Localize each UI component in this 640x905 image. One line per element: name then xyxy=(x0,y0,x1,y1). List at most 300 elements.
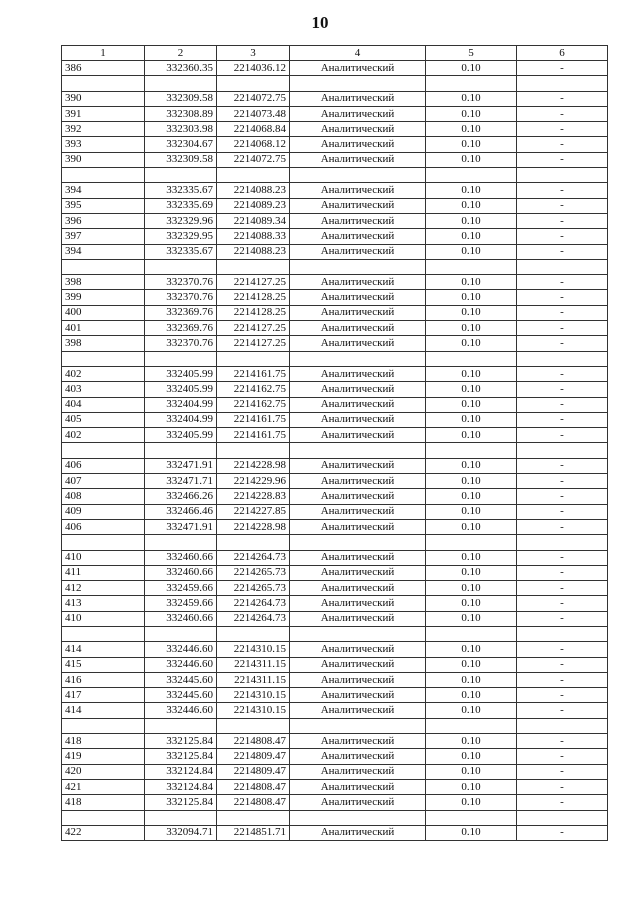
table-cell: - xyxy=(517,749,608,764)
table-cell: 2214310.15 xyxy=(217,703,290,718)
column-header: 5 xyxy=(426,46,517,61)
table-cell: 0.10 xyxy=(426,382,517,397)
table-cell: 2214851.71 xyxy=(217,825,290,840)
table-cell xyxy=(217,259,290,274)
table-cell: Аналитический xyxy=(290,290,426,305)
table-cell: 392 xyxy=(62,122,145,137)
table-cell xyxy=(290,168,426,183)
table-cell xyxy=(517,168,608,183)
table-cell: - xyxy=(517,688,608,703)
table-cell: 418 xyxy=(62,734,145,749)
table-cell: 2214264.73 xyxy=(217,596,290,611)
table-cell: 0.10 xyxy=(426,550,517,565)
table-row xyxy=(62,61,608,76)
table-cell: - xyxy=(517,504,608,519)
table-cell: 419 xyxy=(62,749,145,764)
table-cell xyxy=(145,259,217,274)
table-cell: 332471.71 xyxy=(145,474,217,489)
table-cell: - xyxy=(517,489,608,504)
table-cell: 401 xyxy=(62,321,145,336)
table-cell xyxy=(145,168,217,183)
table-row xyxy=(62,428,608,443)
table-cell: 395 xyxy=(62,198,145,213)
table-cell: - xyxy=(517,244,608,259)
page-number: 10 xyxy=(311,13,329,32)
table-cell: 417 xyxy=(62,688,145,703)
table-cell: - xyxy=(517,137,608,152)
table-row xyxy=(62,336,608,351)
table-cell: 2214128.25 xyxy=(217,305,290,320)
table-cell xyxy=(517,535,608,550)
table-cell: - xyxy=(517,764,608,779)
table-cell: Аналитический xyxy=(290,61,426,76)
table-cell: - xyxy=(517,412,608,427)
table-cell: Аналитический xyxy=(290,106,426,121)
table-cell: 0.10 xyxy=(426,734,517,749)
table-spacer-row xyxy=(62,718,608,733)
table-cell: 0.10 xyxy=(426,290,517,305)
table-row xyxy=(62,91,608,106)
table-cell: - xyxy=(517,397,608,412)
table-row xyxy=(62,229,608,244)
table-cell: 332309.58 xyxy=(145,152,217,167)
table-cell: 0.10 xyxy=(426,672,517,687)
table-cell: 332369.76 xyxy=(145,321,217,336)
table-cell xyxy=(217,443,290,458)
table-cell: 332466.46 xyxy=(145,504,217,519)
table-cell: 2214264.73 xyxy=(217,611,290,626)
table-cell: Аналитический xyxy=(290,183,426,198)
table-cell xyxy=(217,351,290,366)
table-cell: Аналитический xyxy=(290,137,426,152)
table-cell: 332329.95 xyxy=(145,229,217,244)
table-cell: 422 xyxy=(62,825,145,840)
table-cell: 332124.84 xyxy=(145,779,217,794)
table-row xyxy=(62,611,608,626)
table-cell: 398 xyxy=(62,275,145,290)
table-cell: 2214072.75 xyxy=(217,152,290,167)
table-cell: 2214809.47 xyxy=(217,749,290,764)
table-cell: 0.10 xyxy=(426,275,517,290)
table-cell: Аналитический xyxy=(290,596,426,611)
table-cell: 394 xyxy=(62,183,145,198)
table-cell: - xyxy=(517,611,608,626)
table-cell: 0.10 xyxy=(426,412,517,427)
table-cell: Аналитический xyxy=(290,749,426,764)
table-cell: 0.10 xyxy=(426,397,517,412)
table-cell: 2214127.25 xyxy=(217,275,290,290)
table-cell: 332304.67 xyxy=(145,137,217,152)
table-cell: 2214228.98 xyxy=(217,458,290,473)
table-cell: 414 xyxy=(62,703,145,718)
table-cell: 332459.66 xyxy=(145,596,217,611)
table-cell xyxy=(290,535,426,550)
table-cell: Аналитический xyxy=(290,581,426,596)
table-cell: 2214068.12 xyxy=(217,137,290,152)
table-spacer-row xyxy=(62,535,608,550)
table-cell: 0.10 xyxy=(426,213,517,228)
table-cell: - xyxy=(517,565,608,580)
table-cell: - xyxy=(517,703,608,718)
table-row xyxy=(62,152,608,167)
column-header: 1 xyxy=(62,46,145,61)
table-row xyxy=(62,581,608,596)
table-cell: 332446.60 xyxy=(145,657,217,672)
table-cell: Аналитический xyxy=(290,474,426,489)
table-cell xyxy=(290,718,426,733)
table-cell: Аналитический xyxy=(290,152,426,167)
table-cell: 332094.71 xyxy=(145,825,217,840)
table-cell: - xyxy=(517,198,608,213)
table-cell: Аналитический xyxy=(290,657,426,672)
table-cell: 0.10 xyxy=(426,229,517,244)
table-cell: 0.10 xyxy=(426,305,517,320)
table-cell xyxy=(426,718,517,733)
table-cell: 391 xyxy=(62,106,145,121)
table-cell: Аналитический xyxy=(290,336,426,351)
table-cell: 2214809.47 xyxy=(217,764,290,779)
table-cell: 420 xyxy=(62,764,145,779)
table-cell xyxy=(290,626,426,641)
table-cell: 386 xyxy=(62,61,145,76)
table-row xyxy=(62,183,608,198)
table-cell: Аналитический xyxy=(290,504,426,519)
table-cell: 332405.99 xyxy=(145,428,217,443)
table-cell: - xyxy=(517,382,608,397)
table-header-row xyxy=(62,46,608,61)
table-cell: - xyxy=(517,305,608,320)
table-cell: - xyxy=(517,106,608,121)
table-cell xyxy=(145,718,217,733)
table-cell: 332125.84 xyxy=(145,795,217,810)
table-cell: 0.10 xyxy=(426,106,517,121)
table-cell: 2214310.15 xyxy=(217,642,290,657)
table-cell: Аналитический xyxy=(290,795,426,810)
table-cell xyxy=(62,168,145,183)
table-row xyxy=(62,198,608,213)
table-cell xyxy=(217,535,290,550)
table-cell xyxy=(517,718,608,733)
table-cell: Аналитический xyxy=(290,198,426,213)
table-cell: 0.10 xyxy=(426,749,517,764)
table-cell: 2214264.73 xyxy=(217,550,290,565)
table-cell: - xyxy=(517,474,608,489)
table-row xyxy=(62,458,608,473)
table-cell: 0.10 xyxy=(426,779,517,794)
table-cell: - xyxy=(517,642,608,657)
table-spacer-row xyxy=(62,810,608,825)
table-cell: 418 xyxy=(62,795,145,810)
table-cell: 2214089.23 xyxy=(217,198,290,213)
table-body xyxy=(62,61,608,841)
table-cell: 2214808.47 xyxy=(217,795,290,810)
table-cell xyxy=(290,76,426,91)
table-cell: 332446.60 xyxy=(145,703,217,718)
table-cell: 2214228.98 xyxy=(217,519,290,534)
table-cell: Аналитический xyxy=(290,734,426,749)
table-cell: 332370.76 xyxy=(145,275,217,290)
table-row xyxy=(62,137,608,152)
table-cell: Аналитический xyxy=(290,321,426,336)
table-cell xyxy=(517,76,608,91)
table-row xyxy=(62,366,608,381)
table-cell: - xyxy=(517,91,608,106)
table-cell: Аналитический xyxy=(290,779,426,794)
table-cell: Аналитический xyxy=(290,565,426,580)
table-cell: 390 xyxy=(62,91,145,106)
table-cell: - xyxy=(517,581,608,596)
table-row xyxy=(62,825,608,840)
table-cell: 393 xyxy=(62,137,145,152)
table-cell xyxy=(145,443,217,458)
table-cell: 410 xyxy=(62,611,145,626)
table-cell: 0.10 xyxy=(426,183,517,198)
table-row xyxy=(62,213,608,228)
column-header: 3 xyxy=(217,46,290,61)
table-cell: 0.10 xyxy=(426,764,517,779)
table-cell: 332445.60 xyxy=(145,688,217,703)
table-cell xyxy=(62,443,145,458)
table-cell: 408 xyxy=(62,489,145,504)
table-cell: 2214088.33 xyxy=(217,229,290,244)
table-cell: 332125.84 xyxy=(145,749,217,764)
table-cell: - xyxy=(517,213,608,228)
table-cell xyxy=(426,535,517,550)
table-cell: 396 xyxy=(62,213,145,228)
table-cell: Аналитический xyxy=(290,213,426,228)
table-cell xyxy=(426,626,517,641)
table-cell: - xyxy=(517,657,608,672)
table-cell: 0.10 xyxy=(426,336,517,351)
table-cell: 2214162.75 xyxy=(217,397,290,412)
table-cell: Аналитический xyxy=(290,703,426,718)
table-row xyxy=(62,795,608,810)
coordinates-table xyxy=(61,45,608,841)
table-cell: 0.10 xyxy=(426,596,517,611)
table-cell: 332460.66 xyxy=(145,550,217,565)
table-cell: 0.10 xyxy=(426,152,517,167)
table-cell: 412 xyxy=(62,581,145,596)
table-cell: 2214089.34 xyxy=(217,213,290,228)
table-row xyxy=(62,565,608,580)
table-cell: - xyxy=(517,152,608,167)
table-cell: 2214036.12 xyxy=(217,61,290,76)
table-cell: 403 xyxy=(62,382,145,397)
table-cell: - xyxy=(517,321,608,336)
table-cell: 332309.58 xyxy=(145,91,217,106)
table-cell: 0.10 xyxy=(426,489,517,504)
table-cell: Аналитический xyxy=(290,458,426,473)
table-cell: 2214265.73 xyxy=(217,581,290,596)
table-row xyxy=(62,657,608,672)
table-spacer-row xyxy=(62,351,608,366)
table-cell: Аналитический xyxy=(290,366,426,381)
table-cell: Аналитический xyxy=(290,305,426,320)
table-cell: - xyxy=(517,825,608,840)
table-cell: 2214068.84 xyxy=(217,122,290,137)
table-cell xyxy=(426,76,517,91)
table-cell: 332404.99 xyxy=(145,412,217,427)
table-cell: Аналитический xyxy=(290,244,426,259)
table-spacer-row xyxy=(62,259,608,274)
column-header: 2 xyxy=(145,46,217,61)
table-cell xyxy=(62,259,145,274)
table-cell: 332369.76 xyxy=(145,305,217,320)
table-cell: Аналитический xyxy=(290,611,426,626)
table-cell: 2214808.47 xyxy=(217,734,290,749)
table-cell: 2214229.96 xyxy=(217,474,290,489)
table-cell: - xyxy=(517,550,608,565)
table-cell: 409 xyxy=(62,504,145,519)
table-cell xyxy=(290,810,426,825)
table-cell: 421 xyxy=(62,779,145,794)
table-cell: Аналитический xyxy=(290,275,426,290)
table-spacer-row xyxy=(62,76,608,91)
table-cell: - xyxy=(517,183,608,198)
table-cell: 2214161.75 xyxy=(217,428,290,443)
table-cell: - xyxy=(517,275,608,290)
table-cell xyxy=(517,351,608,366)
table-spacer-row xyxy=(62,443,608,458)
table-row xyxy=(62,122,608,137)
table-row xyxy=(62,688,608,703)
table-cell: Аналитический xyxy=(290,642,426,657)
table-cell: Аналитический xyxy=(290,550,426,565)
table-cell: 332370.76 xyxy=(145,290,217,305)
table-cell: - xyxy=(517,290,608,305)
table-cell: 332471.91 xyxy=(145,519,217,534)
table-cell: 0.10 xyxy=(426,504,517,519)
table-cell: Аналитический xyxy=(290,229,426,244)
table-cell: 0.10 xyxy=(426,366,517,381)
table-cell: 0.10 xyxy=(426,795,517,810)
table-cell: 0.10 xyxy=(426,428,517,443)
table-cell xyxy=(517,626,608,641)
table-cell: - xyxy=(517,519,608,534)
table-cell: 0.10 xyxy=(426,581,517,596)
table-row xyxy=(62,275,608,290)
table-cell: 332124.84 xyxy=(145,764,217,779)
table-row xyxy=(62,519,608,534)
table-cell: 410 xyxy=(62,550,145,565)
table-cell xyxy=(145,626,217,641)
table-cell: 332460.66 xyxy=(145,611,217,626)
table-cell: Аналитический xyxy=(290,519,426,534)
table-cell: Аналитический xyxy=(290,412,426,427)
table-row xyxy=(62,596,608,611)
table-cell: 0.10 xyxy=(426,703,517,718)
table-cell xyxy=(217,810,290,825)
table-row xyxy=(62,672,608,687)
table-cell: 414 xyxy=(62,642,145,657)
table-row xyxy=(62,290,608,305)
table-cell: 0.10 xyxy=(426,122,517,137)
table-cell xyxy=(217,76,290,91)
table-cell: 0.10 xyxy=(426,474,517,489)
table-cell: 2214310.15 xyxy=(217,688,290,703)
table-cell: - xyxy=(517,428,608,443)
table-row xyxy=(62,550,608,565)
table-cell: 2214161.75 xyxy=(217,366,290,381)
table-cell: Аналитический xyxy=(290,382,426,397)
table-cell xyxy=(426,168,517,183)
table-cell: 332335.67 xyxy=(145,244,217,259)
table-cell: - xyxy=(517,458,608,473)
table-row xyxy=(62,412,608,427)
table-cell: 2214128.25 xyxy=(217,290,290,305)
table-cell: 0.10 xyxy=(426,244,517,259)
table-row xyxy=(62,642,608,657)
table-cell xyxy=(426,443,517,458)
table-cell xyxy=(290,443,426,458)
table-cell: 332335.67 xyxy=(145,183,217,198)
table-cell: 402 xyxy=(62,366,145,381)
table-cell: 0.10 xyxy=(426,137,517,152)
table-cell: 404 xyxy=(62,397,145,412)
table-cell: - xyxy=(517,122,608,137)
table-row xyxy=(62,489,608,504)
table-cell: - xyxy=(517,61,608,76)
table-cell xyxy=(517,443,608,458)
table-cell xyxy=(217,168,290,183)
table-row xyxy=(62,397,608,412)
table-cell: - xyxy=(517,734,608,749)
table-row xyxy=(62,764,608,779)
table-cell xyxy=(145,351,217,366)
table-row xyxy=(62,779,608,794)
table-cell: 2214227.85 xyxy=(217,504,290,519)
table-cell: 416 xyxy=(62,672,145,687)
table-cell: 2214311.15 xyxy=(217,657,290,672)
table-cell: 2214127.25 xyxy=(217,321,290,336)
table-cell: 0.10 xyxy=(426,91,517,106)
table-row xyxy=(62,106,608,121)
table-cell: 0.10 xyxy=(426,565,517,580)
table-cell: Аналитический xyxy=(290,122,426,137)
table-row xyxy=(62,474,608,489)
table-cell: Аналитический xyxy=(290,688,426,703)
table-cell xyxy=(426,259,517,274)
table-cell: 332125.84 xyxy=(145,734,217,749)
table-cell: 390 xyxy=(62,152,145,167)
table-cell: 406 xyxy=(62,519,145,534)
table-cell: 2214311.15 xyxy=(217,672,290,687)
table-cell: 2214161.75 xyxy=(217,412,290,427)
table-cell: 402 xyxy=(62,428,145,443)
table-cell: 332404.99 xyxy=(145,397,217,412)
table-cell: 2214228.83 xyxy=(217,489,290,504)
table-cell: 413 xyxy=(62,596,145,611)
table-cell: 332405.99 xyxy=(145,366,217,381)
table-cell: 332360.35 xyxy=(145,61,217,76)
table-cell xyxy=(145,810,217,825)
table-cell: - xyxy=(517,229,608,244)
table-cell: 332370.76 xyxy=(145,336,217,351)
table-cell: 332471.91 xyxy=(145,458,217,473)
table-cell: 2214808.47 xyxy=(217,779,290,794)
table-cell: 332303.98 xyxy=(145,122,217,137)
table-cell: Аналитический xyxy=(290,91,426,106)
table-cell: 332445.60 xyxy=(145,672,217,687)
table-cell: 415 xyxy=(62,657,145,672)
table-cell: 2214088.23 xyxy=(217,183,290,198)
table-cell: 400 xyxy=(62,305,145,320)
table-cell: 407 xyxy=(62,474,145,489)
table-cell: 0.10 xyxy=(426,198,517,213)
table-row xyxy=(62,321,608,336)
table-cell: 397 xyxy=(62,229,145,244)
table-cell: 0.10 xyxy=(426,611,517,626)
